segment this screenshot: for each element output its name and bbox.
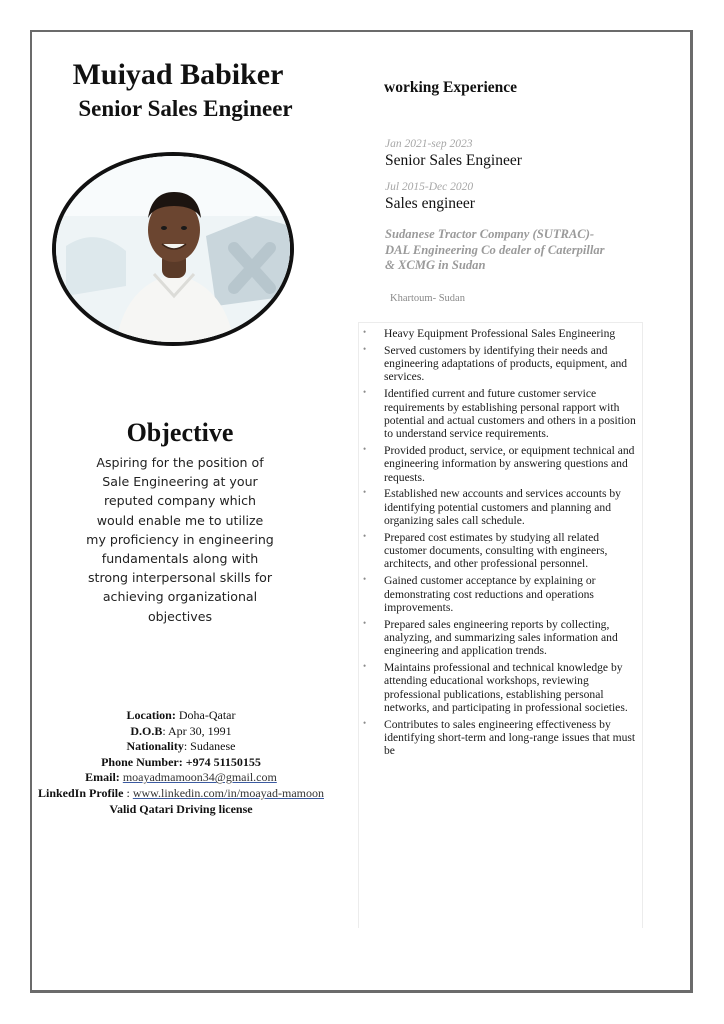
duties-list: [358, 322, 643, 928]
linkedin-line: [6, 786, 356, 802]
company-city: Khartoum- Sudan: [390, 293, 465, 304]
objective-heading: Objective: [126, 418, 234, 447]
list-item: • Heavy Equipment Professional Sales Engineering: [384, 327, 642, 340]
job-title: Senior Sales Engineer: [385, 152, 522, 169]
location-label: Location:: [126, 708, 176, 722]
phone-label: Phone Number: [101, 754, 179, 769]
profile-photo: [52, 152, 294, 346]
location-line: [6, 708, 356, 724]
phone-value: : +974 51150155: [178, 754, 261, 769]
email-line: [6, 770, 356, 786]
list-item: • Gained customer acceptance by explaining or demonstrating cost reductions and operations improvements.: [384, 574, 642, 614]
driving-license: Valid Qatari Driving license: [109, 801, 253, 816]
company-name: Sudanese Tractor Company (SUTRAC)-DAL Engineering Co dealer of Caterpillar & XCMG in Sudan: [385, 227, 605, 272]
list-item: • Identified current and future customer service requirements by establishing personal rapport with potential and actual customers and others in a position to understand service requirements.: [384, 387, 642, 440]
list-item: • Provided product, service, or equipment technical and engineering information by answering questions and requests.: [384, 444, 642, 484]
dob-label: D.O.B: [130, 723, 163, 738]
list-item: • Prepared cost estimates by studying all related customer documents, consulting with engineers, architects, and other professional personnel.: [384, 531, 642, 571]
linkedin-label: LinkedIn Profile: [38, 785, 124, 800]
objective-text: Aspiring for the position of Sale Engineering at your reputed company which would enable me to utilize my proficiency in engineering fundamentals along with strong interpersonal skills for achieving organizational objectives: [86, 455, 274, 624]
email-link[interactable]: moayadmamoon34@gmail.com: [122, 770, 277, 785]
license-line: [6, 802, 356, 818]
linkedin-separator: :: [123, 785, 133, 800]
list-item: • Served customers by identifying their needs and engineering adaptations of products, equipment, and services.: [384, 344, 642, 384]
contact-details: [6, 708, 356, 817]
location-value: Doha-Qatar: [175, 708, 236, 722]
candidate-name: Muiyad Babiker: [72, 58, 284, 91]
email-label: Email:: [85, 770, 120, 785]
list-item: • Prepared sales engineering reports by collecting, analyzing, and summarizing sales information and engineering and application trends.: [384, 618, 642, 658]
experience-heading: working Experience: [384, 79, 518, 96]
dob-value: : Apr 30, 1991: [162, 723, 232, 738]
nationality-label: Nationality: [126, 739, 184, 754]
list-item: • Contributes to sales engineering effectiveness by identifying short-term and long-range issues that must be: [384, 718, 642, 758]
job-title: Sales engineer: [385, 195, 475, 212]
linkedin-link[interactable]: www.linkedin.com/in/moayad-mamoon: [132, 785, 324, 800]
candidate-role: Senior Sales Engineer: [78, 96, 293, 121]
nationality-value: : Sudanese: [183, 739, 236, 754]
nationality-line: [6, 739, 356, 755]
list-item: • Established new accounts and services accounts by identifying potential customers and planning and organizing sales call schedule.: [384, 487, 642, 527]
list-item: • Maintains professional and technical knowledge by attending educational workshops, reviewing professional publications, establishing personal networks, and participating in professional societies.: [384, 661, 642, 714]
dob-line: [6, 724, 356, 740]
profile-photo-illustration: [56, 156, 290, 342]
job-dates: Jul 2015-Dec 2020: [385, 181, 474, 193]
phone-line: [6, 755, 356, 771]
job-dates: Jan 2021-sep 2023: [385, 138, 473, 150]
